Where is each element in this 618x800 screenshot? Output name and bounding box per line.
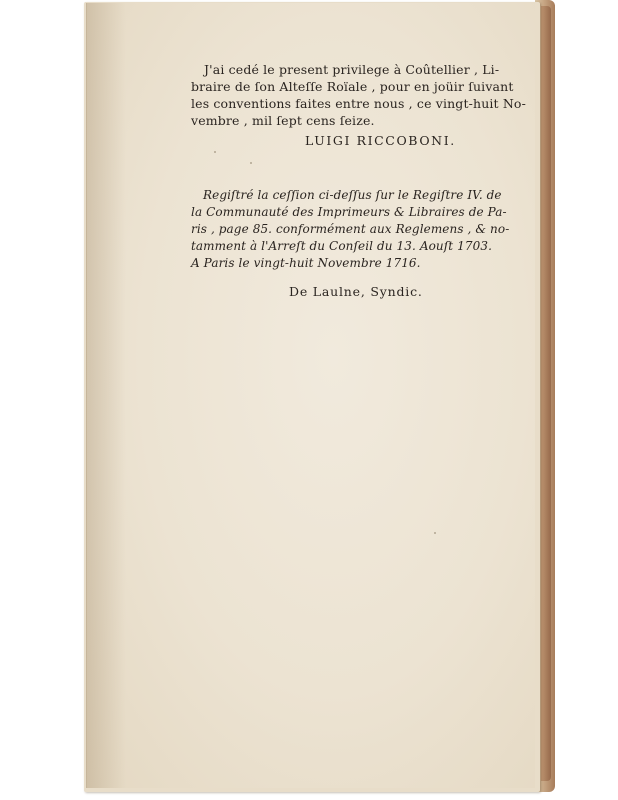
- privilege-line-4: vembre , mil ſept cens ſeize.: [191, 113, 375, 128]
- registration-line-1: Regiſtré la ceſſion ci-deſſus ſur le Regiſtre IV. de: [203, 188, 502, 202]
- privilege-line-3: les conventions faites entre nous , ce vingt-huit No-: [191, 96, 526, 111]
- book-cover-shadow: [541, 6, 551, 781]
- registration-line-2: la Communauté des Imprimeurs & Libraires de Pa-: [191, 205, 507, 219]
- gutter-shadow: [86, 3, 126, 788]
- paper-speck: [434, 532, 436, 534]
- paper-speck: [214, 151, 216, 153]
- registration-line-4: tamment à l'Arreſt du Conſeil du 13. Aouſt 1703.: [191, 239, 492, 253]
- registration-line-3: ris , page 85. conformément aux Reglemens , & no-: [191, 222, 510, 236]
- privilege-signature: LUIGI RICCOBONI.: [305, 133, 456, 148]
- registration-signature: De Laulne, Syndic.: [289, 284, 423, 299]
- paper-speck: [250, 162, 252, 164]
- privilege-line-2: braire de ſon Alteſſe Roïale , pour en joüir ſuivant: [191, 79, 514, 94]
- registration-line-5: A Paris le vingt-huit Novembre 1716.: [191, 256, 421, 270]
- privilege-line-1: J'ai cedé le present privilege à Coûtellier , Li-: [204, 62, 500, 77]
